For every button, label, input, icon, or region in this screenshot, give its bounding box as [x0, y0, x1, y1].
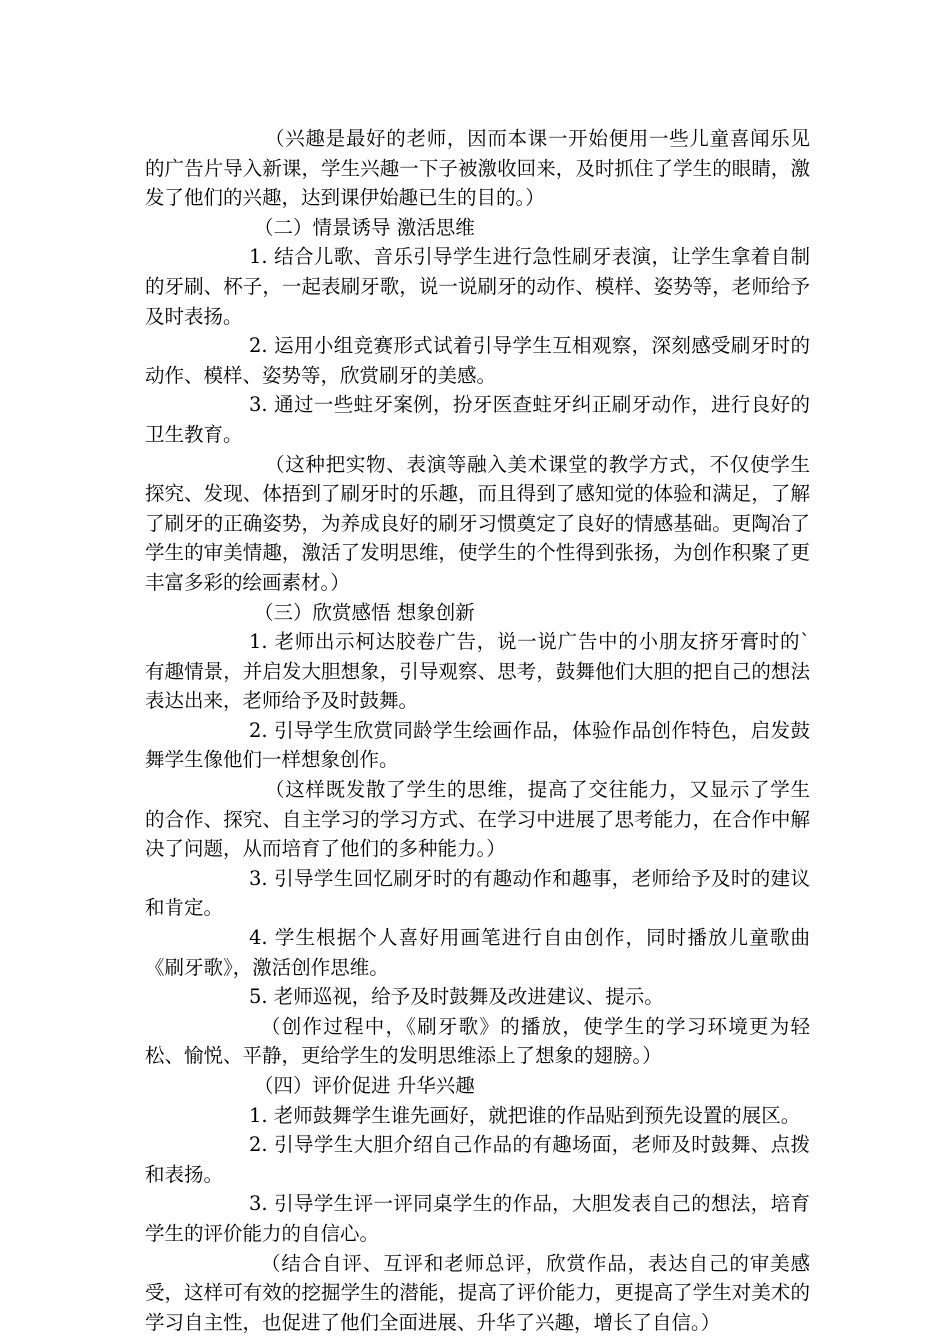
section-heading: （四）评价促进 升华兴趣: [254, 1074, 475, 1097]
paragraph-note: （结合自评、互评和老师总评，欣赏作品，表达自己的审美感受，这样可有效的挖掘学生的潜能，提高了评价能力，更提高了学生对美术的学习自主性，也促进了他们全面进展、升华了兴趣，增长了自信。）: [145, 1251, 810, 1334]
section-heading: （三）欣赏感悟 想象创新: [254, 600, 475, 624]
list-item: 4. 学生根据个人喜好用画笔进行自由创作，同时播放儿童歌曲《刷牙歌》，激活创作思维。: [145, 926, 810, 979]
paragraph-note: （兴趣是最好的老师，因而本课一开始便用一些儿童喜闻乐见的广告片导入新课，学生兴趣一下子被激收回来，及时抓住了学生的眼睛，激发了他们的兴趣，达到课伊始趣已生的目的。）: [145, 127, 810, 210]
list-item: 5. 老师巡视，给予及时鼓舞及改进建议、提示。: [249, 985, 664, 1009]
paragraph-note: （这样既发散了学生的思维，提高了交往能力，又显示了学生的合作、探究、自主学习的学习方式、在学习中进展了思考能力，在合作中解决了问题，从而培育了他们的多种能力。）: [145, 778, 810, 861]
section-heading: （二）情景诱导 激活思维: [254, 215, 475, 239]
list-item: 3. 引导学生回忆刷牙时的有趣动作和趣事，老师给予及时的建议和肯定。: [145, 866, 810, 920]
list-item: 1. 结合儿歌、音乐引导学生进行急性刷牙表演，让学生拿着自制的牙刷、杯子，一起表刷牙歌，说一说刷牙的动作、模样、姿势等，老师给予及时表扬。: [145, 245, 810, 328]
paragraph-note: （这种把实物、表演等融入美术课堂的教学方式，不仅使学生探究、发现、体捂到了刷牙时的乐趣，而且得到了感知觉的体验和满足，了解了刷牙的正确姿势，为养成良好的刷牙习惯奠定了良好的情感基础。更陶冶了学生的审美情趣，激活了发明思维，使学生的个性得到张扬，为创作积聚了更丰富多彩的绘画素材。）: [145, 452, 810, 594]
list-item: 3. 通过一些蛀牙案例，扮牙医查蛀牙纠正刷牙动作，进行良好的卫生教育。: [145, 393, 810, 446]
list-item: 3. 引导学生评一评同桌学生的作品，大胆发表自己的想法，培育学生的评价能力的自信心。: [145, 1192, 810, 1245]
document-body: [145, 124, 810, 1337]
list-item: 2. 引导学生大胆介绍自己作品的有趣场面，老师及时鼓舞、点拨和表扬。: [145, 1133, 810, 1186]
list-item: 2. 运用小组竞赛形式试着引导学生互相观察，深刻感受刷牙时的动作、模样、姿势等，欣赏刷牙的美感。: [145, 334, 810, 387]
list-item: 2. 引导学生欣赏同龄学生绘画作品，体验作品创作特色，启发鼓舞学生像他们一样想象创作。: [145, 718, 810, 772]
paragraph-note: （创作过程中，《刷牙歌》的播放，使学生的学习环境更为轻松、愉悦、平静，更给学生的发明思维添上了想象的翅膀。）: [145, 1014, 810, 1068]
list-item: 1. 老师鼓舞学生谁先画好，就把谁的作品贴到预先设置的展区。: [249, 1103, 801, 1127]
list-item: 1. 老师出示柯达胶卷广告，说一说广告中的小朋友挤牙膏时的`有趣情景，并启发大胆想象，引导观察、思考，鼓舞他们大胆的把自己的想法表达出来，老师给予及时鼓舞。: [145, 630, 810, 713]
